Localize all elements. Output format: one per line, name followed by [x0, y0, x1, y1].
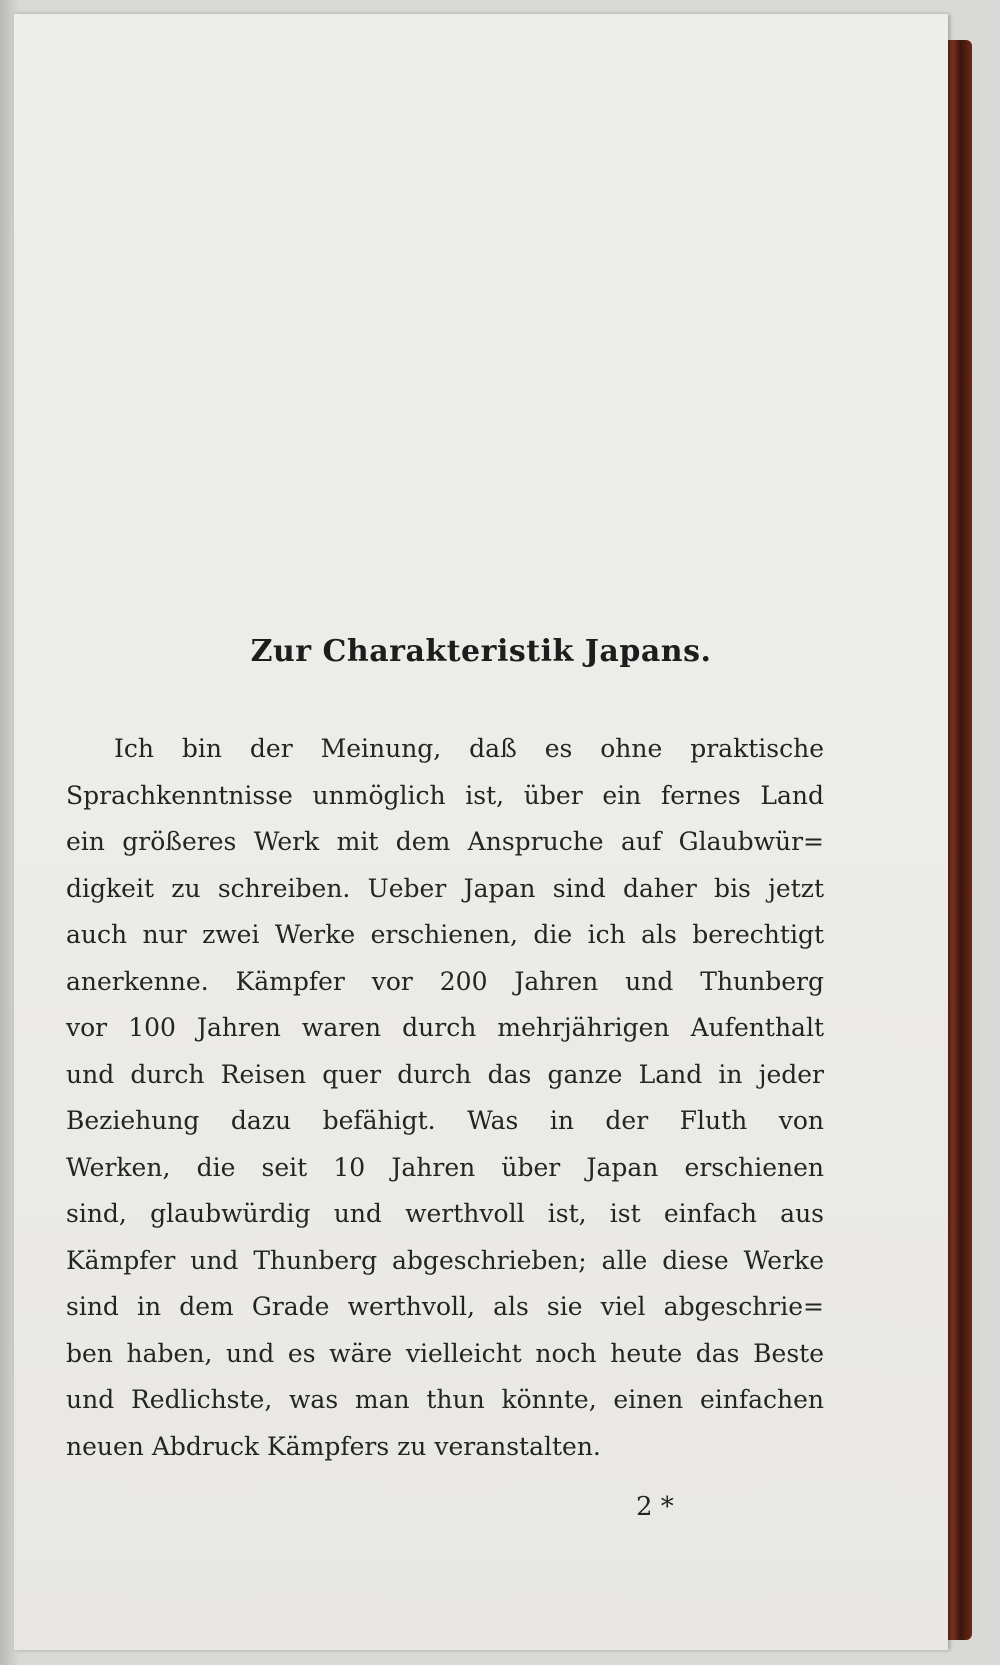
text-line: ein größeres Werk mit dem Anspruche auf Glaubwür= [66, 827, 824, 856]
body-paragraph [66, 726, 824, 1470]
book-page [14, 14, 948, 1650]
text-line: Ich bin der Meinung, daß es ohne praktische [114, 734, 824, 763]
text-line: neuen Abdruck Kämpfers zu veranstalten. [66, 1431, 601, 1461]
text-line: und durch Reisen quer durch das ganze Land in jeder [66, 1059, 824, 1089]
text-line: auch nur zwei Werke erschienen, die ich als berechtigt [66, 920, 824, 949]
chapter-heading: Zur Charakteristik Japans. [250, 634, 712, 669]
text-line: Beziehung dazu befähigt. Was in der Fluth von [66, 1106, 824, 1135]
page-number: 2 * [636, 1492, 674, 1522]
text-line: sind, glaubwürdig und werthvoll ist, ist einfach aus [66, 1199, 824, 1228]
text-line: Werken, die seit 10 Jahren über Japan erschienen [66, 1152, 824, 1182]
text-line: anerkenne. Kämpfer vor 200 Jahren und Thunberg [66, 966, 824, 996]
book-cover-edge [944, 40, 972, 1640]
text-line: und Redlichste, was man thun könnte, einen einfachen [66, 1385, 824, 1414]
text-line: Kämpfer und Thunberg abgeschrieben; alle diese Werke [66, 1245, 824, 1275]
text-line: vor 100 Jahren waren durch mehrjährigen Aufenthalt [66, 1013, 824, 1042]
text-line: Sprachkenntnisse unmöglich ist, über ein fernes Land [66, 780, 824, 810]
text-line: ben haben, und es wäre vielleicht noch heute das Beste [66, 1338, 824, 1368]
text-line: sind in dem Grade werthvoll, als sie viel abgeschrie= [66, 1292, 824, 1321]
text-line: digkeit zu schreiben. Ueber Japan sind daher bis jetzt [66, 873, 824, 903]
